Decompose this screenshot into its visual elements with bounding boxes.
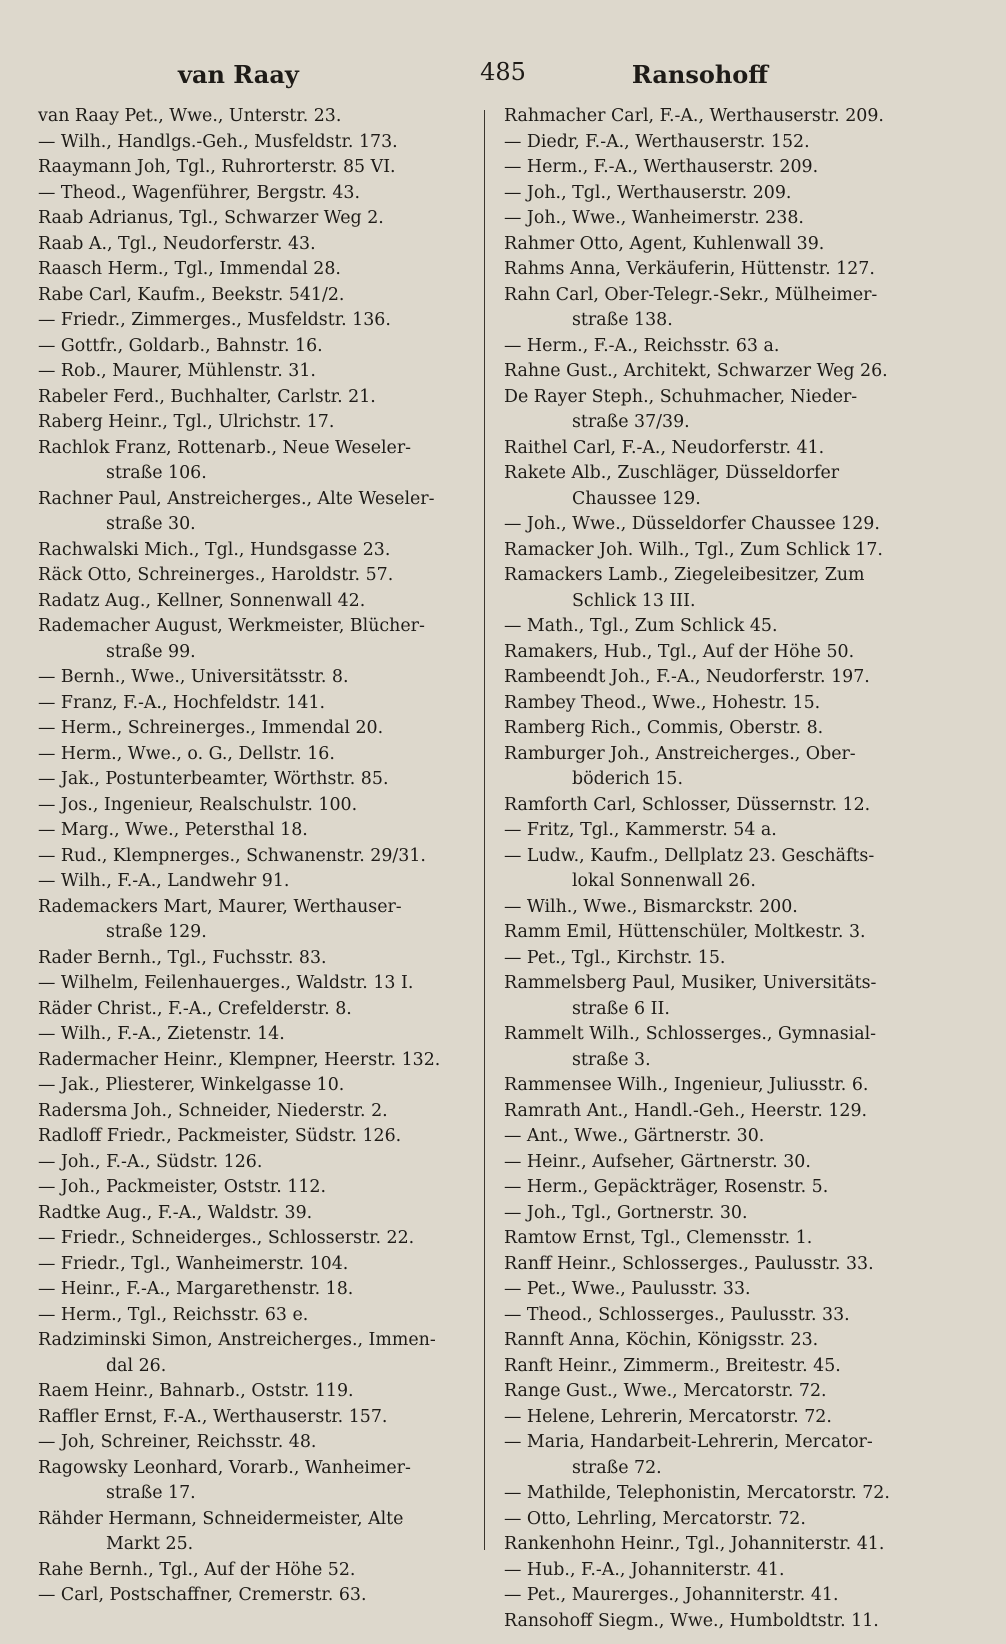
- directory-entry-line: straße 3.: [572, 1049, 651, 1070]
- directory-entry-line: — Joh., Packmeister, Oststr. 112.: [38, 1177, 326, 1197]
- directory-entry-line: Raberg Heinr., Tgl., Ulrichstr. 17.: [38, 412, 335, 432]
- directory-entry-line: — Marg., Wwe., Petersthal 18.: [38, 820, 308, 840]
- directory-entry-line: Radatz Aug., Kellner, Sonnenwall 42.: [38, 590, 366, 611]
- left-column: [38, 104, 478, 1609]
- directory-entry-line: Raab A., Tgl., Neudorferstr. 43.: [38, 233, 316, 254]
- directory-entry-line: Raithel Carl, F.-A., Neudorferstr. 41.: [504, 437, 825, 458]
- directory-entry-line: van Raay Pet., Wwe., Unterstr. 23.: [38, 106, 342, 126]
- directory-entry-line: dal 26.: [106, 1355, 167, 1376]
- directory-entry-line: — Theod., Schlosserges., Paulusstr. 33.: [504, 1304, 850, 1325]
- directory-entry-line: Radloff Friedr., Packmeister, Südstr. 126.: [38, 1126, 402, 1146]
- directory-entry-line: — Theod., Wagenführer, Bergstr. 43.: [38, 182, 360, 203]
- directory-entry-line: Ramm Emil, Hüttenschüler, Moltkestr. 3.: [504, 922, 866, 942]
- directory-entry-line: Ranff Heinr., Schlosserges., Paulusstr. 33.: [504, 1253, 874, 1274]
- directory-entry-line: Range Gust., Wwe., Mercatorstr. 72.: [504, 1381, 827, 1401]
- directory-entry-line: Ramberg Rich., Commis, Oberstr. 8.: [504, 718, 824, 738]
- directory-entry-line: — Pet., Wwe., Paulusstr. 33.: [504, 1279, 751, 1299]
- directory-entry-line: Raab Adrianus, Tgl., Schwarzer Weg 2.: [38, 208, 384, 228]
- directory-entry-line: Markt 25.: [106, 1534, 194, 1554]
- directory-entry-line: Schlick 13 III.: [572, 590, 696, 611]
- header-left-keyword: van Raay: [178, 60, 299, 89]
- directory-entry-line: Rahmer Otto, Agent, Kuhlenwall 39.: [504, 233, 825, 254]
- directory-entry-line: Rahne Gust., Architekt, Schwarzer Weg 26.: [504, 361, 888, 381]
- directory-entry-line: — Helene, Lehrerin, Mercatorstr. 72.: [504, 1406, 832, 1427]
- directory-entry-line: Raasch Herm., Tgl., Immendal 28.: [38, 259, 341, 279]
- directory-entry-line: Rachlok Franz, Rottenarb., Neue Weseler-: [38, 437, 412, 458]
- directory-entry-line: Raaymann Joh, Tgl., Ruhrorterstr. 85 VI.: [38, 157, 396, 177]
- directory-entry-line: Ragowsky Leonhard, Vorarb., Wanheimer-: [38, 1457, 411, 1478]
- directory-entry-line: — Heinr., F.-A., Margarethenstr. 18.: [38, 1279, 354, 1299]
- directory-entry-line: straße 72.: [572, 1457, 662, 1478]
- directory-entry-line: — Herm., Tgl., Reichsstr. 63 e.: [38, 1304, 309, 1325]
- directory-entry-line: straße 17.: [106, 1483, 196, 1503]
- directory-entry-line: straße 30.: [106, 514, 196, 534]
- directory-entry-line: — Wilh., F.-A., Zietenstr. 14.: [38, 1024, 285, 1044]
- directory-entry-line: Rammelt Wilh., Schlosserges., Gymnasial-: [504, 1024, 877, 1044]
- directory-entry-line: Rahmacher Carl, F.-A., Werthauserstr. 209.: [504, 106, 884, 126]
- directory-entry-line: — Jak., Pliesterer, Winkelgasse 10.: [38, 1075, 345, 1095]
- directory-entry-line: — Rud., Klempnerges., Schwanenstr. 29/31.: [38, 845, 426, 866]
- directory-entry-line: De Rayer Steph., Schuhmacher, Nieder-: [504, 386, 858, 407]
- directory-entry-line: — Mathilde, Telephonistin, Mercatorstr. 72.: [504, 1483, 890, 1503]
- directory-entry-line: Rader Bernh., Tgl., Fuchsstr. 83.: [38, 947, 327, 968]
- directory-entry-line: — Heinr., Aufseher, Gärtnerstr. 30.: [504, 1151, 811, 1172]
- directory-entry-line: Rademackers Mart, Maurer, Werthauser-: [38, 896, 402, 917]
- directory-entry-line: Rahms Anna, Verkäuferin, Hüttenstr. 127.: [504, 259, 875, 279]
- directory-entry-line: — Friedr., Schneiderges., Schlosserstr. 22.: [38, 1228, 415, 1248]
- directory-entry-line: Chaussee 129.: [572, 488, 701, 509]
- directory-entry-line: — Friedr., Tgl., Wanheimerstr. 104.: [38, 1253, 349, 1274]
- directory-entry-line: — Rob., Maurer, Mühlenstr. 31.: [38, 361, 316, 381]
- directory-entry-line: Raffler Ernst, F.-A., Werthauserstr. 157.: [38, 1406, 388, 1427]
- directory-entry-line: — Jos., Ingenieur, Realschulstr. 100.: [38, 794, 358, 815]
- directory-entry-line: — Friedr., Zimmerges., Musfeldstr. 136.: [38, 310, 391, 330]
- directory-entry-line: Rahe Bernh., Tgl., Auf der Höhe 52.: [38, 1559, 356, 1580]
- column-divider: [484, 110, 485, 1550]
- directory-entry-line: — Herm., Schreinerges., Immendal 20.: [38, 718, 384, 738]
- directory-entry-line: — Diedr, F.-A., Werthauserstr. 152.: [504, 131, 810, 152]
- directory-entry-line: — Wilh., Handlgs.-Geh., Musfeldstr. 173.: [38, 131, 398, 152]
- directory-entry-line: straße 138.: [572, 310, 673, 330]
- directory-entry-line: Ramackers Lamb., Ziegeleibesitzer, Zum: [504, 565, 865, 585]
- directory-entry-line: straße 99.: [106, 641, 196, 662]
- directory-entry-line: — Herm., Wwe., o. G., Dellstr. 16.: [38, 743, 335, 764]
- right-column: [504, 104, 944, 1634]
- directory-entry-line: Rabeler Ferd., Buchhalter, Carlstr. 21.: [38, 386, 376, 407]
- directory-entry-line: Ramrath Ant., Handl.-Geh., Heerstr. 129.: [504, 1100, 868, 1121]
- directory-entry-line: — Joh, Schreiner, Reichsstr. 48.: [38, 1432, 317, 1452]
- page-header: [0, 54, 1006, 94]
- directory-entry-line: — Ant., Wwe., Gärtnerstr. 30.: [504, 1126, 765, 1146]
- directory-entry-line: — Ludw., Kaufm., Dellplatz 23. Geschäfts-: [504, 845, 875, 866]
- directory-entry-line: — Wilh., Wwe., Bismarckstr. 200.: [504, 896, 798, 917]
- directory-entry-line: — Math., Tgl., Zum Schlick 45.: [504, 616, 778, 636]
- directory-entry-line: — Maria, Handarbeit-Lehrerin, Mercator-: [504, 1432, 873, 1452]
- directory-entry-line: Ramakers, Hub., Tgl., Auf der Höhe 50.: [504, 641, 855, 662]
- directory-entry-line: Ramburger Joh., Anstreicherges., Ober-: [504, 743, 856, 764]
- directory-entry-line: Rammelsberg Paul, Musiker, Universitäts-: [504, 973, 877, 993]
- directory-entry-line: Raem Heinr., Bahnarb., Oststr. 119.: [38, 1381, 354, 1401]
- directory-entry-line: — Gottfr., Goldarb., Bahnstr. 16.: [38, 335, 323, 356]
- directory-entry-line: straße 106.: [106, 463, 207, 483]
- header-right-keyword: Ransohoff: [631, 60, 768, 89]
- directory-entry-line: Rademacher August, Werkmeister, Blücher-: [38, 616, 425, 636]
- directory-entry-line: Rähder Hermann, Schneidermeister, Alte: [38, 1508, 404, 1529]
- directory-entry-line: Radziminski Simon, Anstreicherges., Immen-: [38, 1330, 436, 1350]
- directory-entry-line: — Carl, Postschaffner, Cremerstr. 63.: [38, 1585, 367, 1605]
- directory-entry-line: — Fritz, Tgl., Kammerstr. 54 a.: [504, 820, 777, 840]
- directory-entry-line: Ramacker Joh. Wilh., Tgl., Zum Schlick 17.: [504, 539, 883, 560]
- directory-entry-line: Räck Otto, Schreinerges., Haroldstr. 57.: [38, 565, 394, 585]
- directory-entry-line: — Bernh., Wwe., Universitätsstr. 8.: [38, 667, 349, 687]
- page-number: 485: [480, 58, 526, 86]
- directory-entry-line: — Hub., F.-A., Johanniterstr. 41.: [504, 1559, 785, 1580]
- directory-entry-line: Räder Christ., F.-A., Crefelderstr. 8.: [38, 998, 352, 1019]
- directory-entry-line: — Pet., Tgl., Kirchstr. 15.: [504, 947, 726, 968]
- directory-entry-line: — Joh., Tgl., Gortnerstr. 30.: [504, 1202, 748, 1223]
- directory-entry-line: Radersma Joh., Schneider, Niederstr. 2.: [38, 1100, 388, 1121]
- directory-entry-line: — Pet., Maurerges., Johanniterstr. 41.: [504, 1585, 839, 1605]
- directory-entry-line: Rakete Alb., Zuschläger, Düsseldorfer: [504, 463, 840, 483]
- directory-entry-line: — Jak., Postunterbeamter, Wörthstr. 85.: [38, 769, 389, 789]
- directory-entry-line: Rachwalski Mich., Tgl., Hundsgasse 23.: [38, 539, 391, 560]
- directory-entry-line: — Otto, Lehrling, Mercatorstr. 72.: [504, 1508, 806, 1529]
- directory-entry-line: böderich 15.: [572, 769, 684, 789]
- directory-entry-line: — Wilh., F.-A., Landwehr 91.: [38, 871, 290, 891]
- directory-entry-line: Ramtow Ernst, Tgl., Clemensstr. 1.: [504, 1228, 813, 1248]
- directory-entry-line: — Joh., Tgl., Werthauserstr. 209.: [504, 182, 792, 203]
- directory-entry-line: — Wilhelm, Feilenhauerges., Waldstr. 13 I.: [38, 973, 414, 993]
- directory-entry-line: Rannft Anna, Köchin, Königsstr. 23.: [504, 1330, 819, 1350]
- directory-entry-line: — Herm., F.-A., Werthauserstr. 209.: [504, 157, 819, 177]
- directory-entry-line: — Joh., Wwe., Düsseldorfer Chaussee 129.: [504, 514, 880, 534]
- directory-entry-line: Rankenhohn Heinr., Tgl., Johanniterstr. 41.: [504, 1534, 885, 1554]
- directory-entry-line: Radermacher Heinr., Klempner, Heerstr. 132.: [38, 1049, 441, 1070]
- directory-entry-line: Ramforth Carl, Schlosser, Düssernstr. 12.: [504, 794, 871, 815]
- directory-entry-line: — Joh., Wwe., Wanheimerstr. 238.: [504, 208, 804, 228]
- directory-entry-line: straße 129.: [106, 922, 207, 942]
- directory-entry-line: Radtke Aug., F.-A., Waldstr. 39.: [38, 1202, 313, 1223]
- directory-entry-line: — Herm., F.-A., Reichsstr. 63 a.: [504, 335, 780, 356]
- directory-entry-line: Ranft Heinr., Zimmerm., Breitestr. 45.: [504, 1355, 841, 1376]
- directory-entry-line: lokal Sonnenwall 26.: [572, 871, 756, 891]
- directory-entry-line: straße 6 II.: [572, 998, 670, 1019]
- directory-entry-line: Rambeendt Joh., F.-A., Neudorferstr. 197.: [504, 667, 870, 687]
- directory-entry-line: — Herm., Gepäckträger, Rosenstr. 5.: [504, 1177, 829, 1197]
- directory-entry-line: Ransohoff Siegm., Wwe., Humboldtstr. 11.: [504, 1610, 879, 1631]
- directory-entry-line: Rabe Carl, Kaufm., Beekstr. 541/2.: [38, 284, 345, 305]
- directory-entry-line: Rachner Paul, Anstreicherges., Alte Weseler-: [38, 488, 435, 509]
- directory-entry-line: Rammensee Wilh., Ingenieur, Juliusstr. 6.: [504, 1075, 869, 1095]
- directory-entry-line: straße 37/39.: [572, 412, 690, 432]
- directory-entry-line: — Franz, F.-A., Hochfeldstr. 141.: [38, 692, 326, 713]
- directory-entry-line: Rahn Carl, Ober-Telegr.-Sekr., Mülheimer-: [504, 284, 878, 305]
- directory-entry-line: — Joh., F.-A., Südstr. 126.: [38, 1151, 263, 1172]
- directory-entry-line: Rambey Theod., Wwe., Hohestr. 15.: [504, 692, 821, 713]
